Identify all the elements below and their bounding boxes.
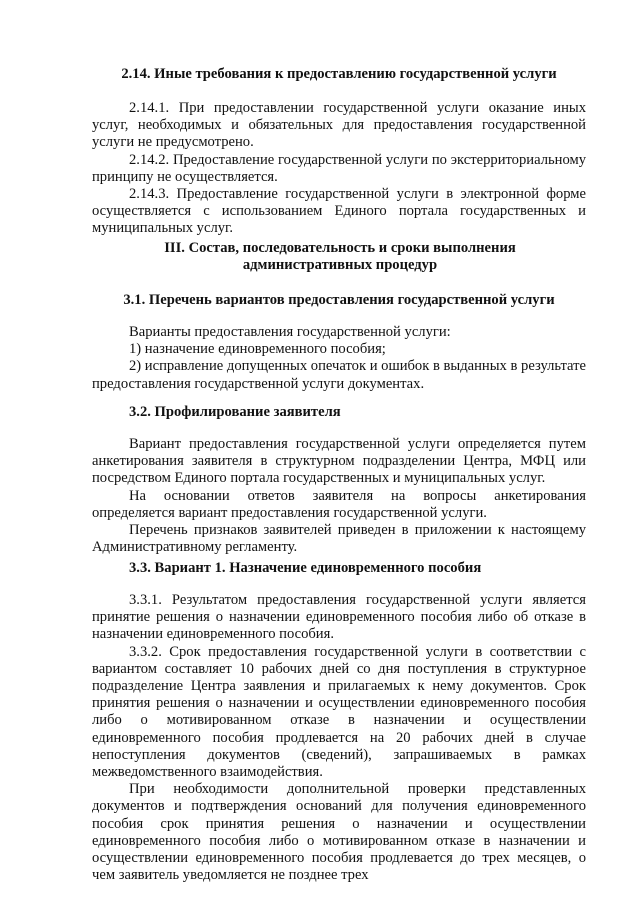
paragraph-3-1-intro: Варианты предоставления государственной услуги:	[129, 324, 451, 340]
section-3-heading: III. Состав, последовательность и сроки выполнения административных процедур	[164, 240, 516, 274]
paragraph-2-14-1: 2.14.1. При предоставлении государственной услуги оказание иных услуг, необходимых и обязательных для предоставления государственной услуги не предусмотрено.	[92, 100, 586, 151]
paragraph-3-3-2: 3.3.2. Срок предоставления государственной услуги в соответствии с вариантом составляет 10 рабочих дней со дня поступления в структурное подразделение Центра заявления и прилагаемых к нему документов. Срок принятия решения о назначении и осуществлении единовременного пособия либо о мотивированном отказе в назначении и осуществлении единовременного пособия продлевается на 20 рабочих дней в случае непоступления документов (сведений), запрашиваемых в рамках межведомственного взаимодействия.	[92, 643, 586, 781]
paragraph-3-2-3: Перечень признаков заявителей приведен в приложении к настоящему Административному регламенту.	[92, 522, 586, 556]
section-3-1-body	[92, 324, 586, 393]
section-3-3-body	[92, 592, 586, 884]
paragraph-2-14-2: 2.14.2. Предоставление государственной услуги по экстерриториальному принципу не осуществляется.	[92, 151, 586, 185]
paragraph-3-2-1: Вариант предоставления государственной услуги определяется путем анкетирования заявителя в структурном подразделении Центра, МФЦ или посредством Единого портала государственных и муниципальных услуг.	[92, 436, 586, 487]
section-3-2-heading: 3.2. Профилирование заявителя	[129, 404, 341, 420]
paragraph-3-3-3: При необходимости дополнительной проверки представленных документов и подтверждения оснований для получения единовременного пособия срок принятия решения о назначении и осуществлении единовременного пособия либо о мотивированном отказе в назначении и осуществлении единовременного пособия продлевается до трех месяцев, о чем заявитель уведомляется не позднее трех	[92, 781, 586, 884]
section-3-1-heading: 3.1. Перечень вариантов предоставления государственной услуги	[123, 292, 555, 308]
section-2-14-body	[92, 100, 586, 238]
list-item-variant-2: 2) исправление допущенных опечаток и ошибок в выданных в результате предоставления государственной услуги документах.	[92, 358, 586, 392]
paragraph-2-14-3: 2.14.3. Предоставление государственной услуги в электронной форме осуществляется с использованием Единого портала государственных и муниципальных услуг.	[92, 186, 586, 237]
list-item-variant-1: 1) назначение единовременного пособия;	[129, 341, 386, 358]
section-3-2-body	[92, 436, 586, 556]
section-2-14-heading: 2.14. Иные требования к предоставлению государственной услуги	[121, 66, 557, 82]
paragraph-3-3-1: 3.3.1. Результатом предоставления государственной услуги является принятие решения о назначении единовременного пособия либо об отказе в назначении единовременного пособия.	[92, 592, 586, 643]
paragraph-3-2-2: На основании ответов заявителя на вопросы анкетирования определяется вариант предоставления государственной услуги.	[92, 487, 586, 521]
section-3-3-heading: 3.3. Вариант 1. Назначение единовременного пособия	[129, 560, 482, 576]
